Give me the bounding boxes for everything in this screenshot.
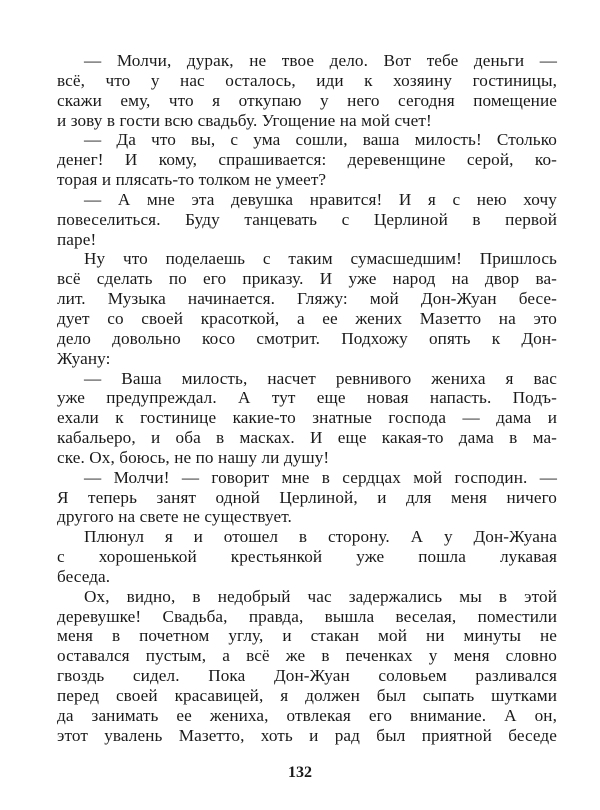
text-line: гвоздь сидел. Пока Дон-Жуан соловьем разливался <box>57 666 557 686</box>
text-line: этот увалень Мазетто, хоть и рад был приятной беседе <box>57 725 557 745</box>
text-line: — Молчи, дурак, не твое дело. Вот тебе деньги — <box>84 51 557 70</box>
text-line: перед своей красавицей, я должен был сыпать шутками <box>57 686 557 705</box>
text-line: всё, что у нас осталось, иди к хозяину гостиницы, <box>57 70 557 90</box>
text-line: с хорошенькой крестьянкой уже пошла лукавая <box>57 547 557 567</box>
paragraph <box>57 51 557 130</box>
text-line: деревушке! Свадьба, правда, вышла веселая, поместили <box>57 606 557 626</box>
text-line: — А мне эта девушка нравится! И я с нею хочу <box>84 189 557 209</box>
text-line: Ох, видно, в недобрый час задержались мы в этой <box>84 586 557 606</box>
text-line: другого на свете не существует. <box>57 507 292 527</box>
paragraph <box>57 587 557 746</box>
text-line: ске. Ох, боюсь, не по нашу ли душу! <box>57 447 330 467</box>
text-line: Ну что поделаешь с таким сумасшедшим! Пришлось <box>84 249 557 269</box>
text-line: меня в почетном углу, и стакан мой ни минуты не <box>57 626 557 646</box>
paragraph <box>57 249 557 368</box>
text-line: и зову в гости всю свадьбу. Угощение на мой счет! <box>57 110 432 130</box>
text-line: да занимать ее жениха, отвлекая его внимание. А он, <box>57 705 557 725</box>
text-line: беседа. <box>57 566 111 586</box>
text-line: Жуану: <box>57 348 111 368</box>
text-line: торая и плясать-то толком не умеет? <box>57 170 327 190</box>
text-line: всё сделать по его приказу. И уже народ на двор ва- <box>57 269 557 289</box>
text-line: денег! И кому, спрашивается: деревенщине серой, ко- <box>57 150 557 170</box>
text-line: лит. Музыка начинается. Гляжу: мой Дон-Жуан бесе- <box>57 289 557 309</box>
text-line: дует со своей красоткой, а ее жених Мазетто на это <box>57 308 557 328</box>
text-line: уже предупреждал. А тут еще новая напасть. Подъ- <box>57 388 557 408</box>
paragraph <box>57 527 557 587</box>
page-number: 132 <box>288 764 312 781</box>
text-line: — Молчи! — говорит мне в сердцах мой господин. — <box>84 467 557 487</box>
text-line: — Да что вы, с ума сошли, ваша милость! Столько <box>84 130 557 150</box>
page-body-text <box>57 51 557 746</box>
text-line: паре! <box>57 229 97 249</box>
paragraph <box>57 468 557 528</box>
text-line: скажи ему, что я откупаю у него сегодня помещение <box>57 90 557 110</box>
paragraph <box>57 130 557 190</box>
text-line: Я теперь занят одной Церлиной, и для меня ничего <box>57 487 557 507</box>
text-line: оставался пустым, а всё же в печенках у меня словно <box>57 646 557 666</box>
text-line: кабальеро, и оба в масках. И еще какая-то дама в ма- <box>57 428 557 448</box>
text-line: дело довольно косо смотрит. Подхожу опять к Дон- <box>57 328 557 348</box>
paragraph <box>57 190 557 250</box>
text-line: — Ваша милость, насчет ревнивого жениха я вас <box>84 368 557 388</box>
text-line: повеселиться. Буду танцевать с Церлиной в первой <box>57 209 557 229</box>
paragraph <box>57 369 557 468</box>
text-line: ехали к гостинице какие-то знатные господа — дама и <box>57 408 557 428</box>
text-line: Плюнул я и отошел в сторону. А у Дон-Жуана <box>84 527 557 547</box>
